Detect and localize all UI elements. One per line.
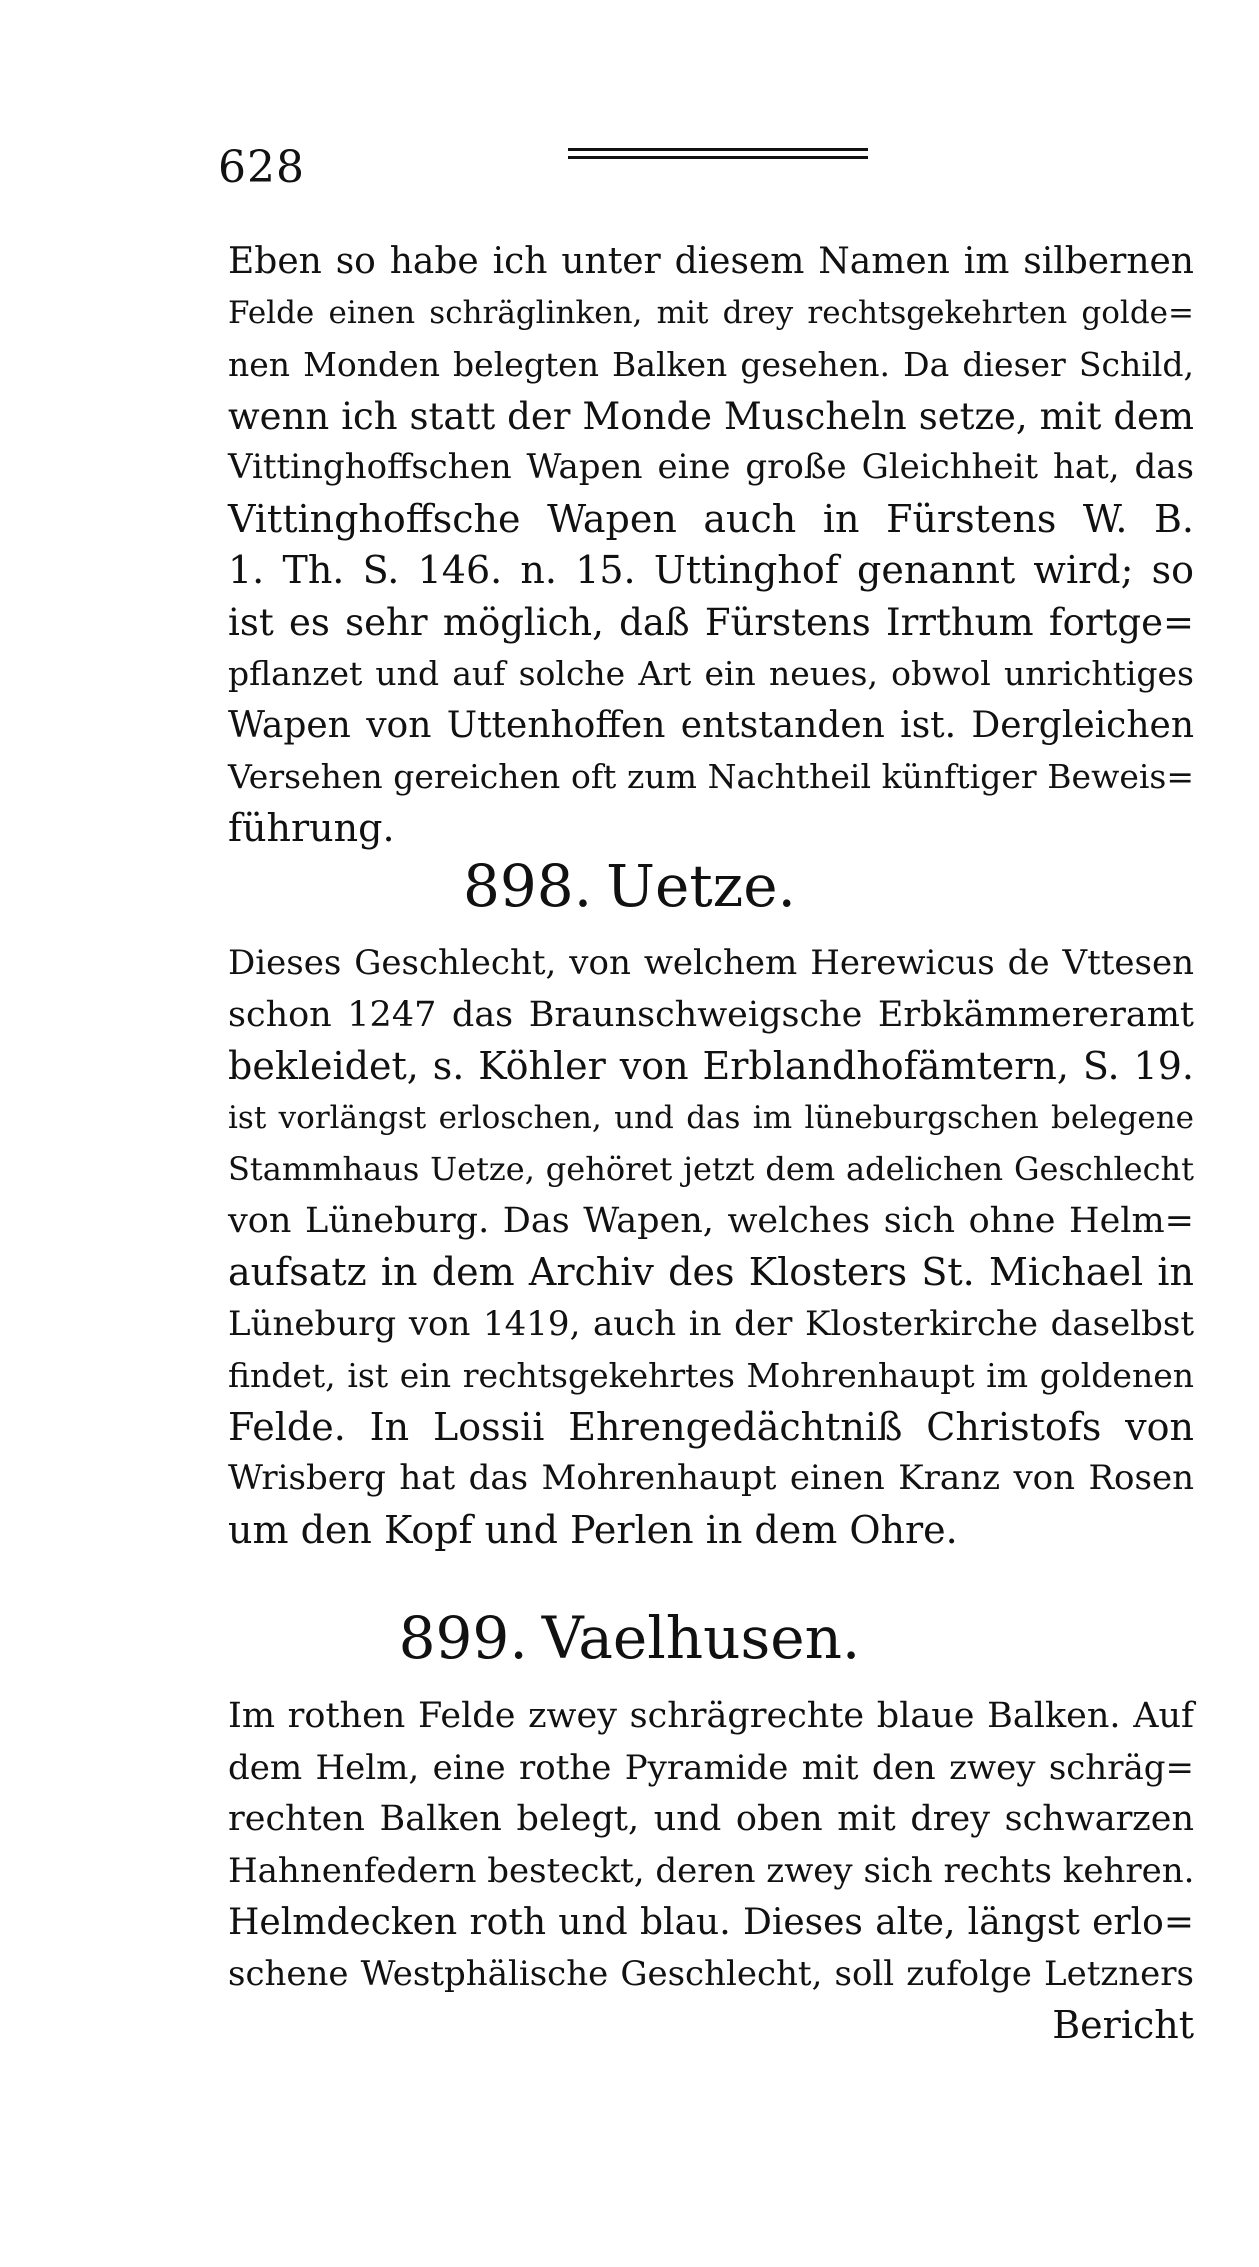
paragraph-898 (228, 938, 1194, 1556)
text-line: Felde einen schräglinken, mit drey rechtsgekehrten golde= (228, 294, 1194, 331)
text-line: rechten Balken belegt, und oben mit drey schwarzen (228, 1799, 1194, 1839)
section-title: Vaelhusen. (541, 1604, 861, 1672)
text-line: Lüneburg von 1419, auch in der Klosterkirche daselbst (228, 1303, 1194, 1344)
text-line: dem Helm, eine rothe Pyramide mit den zwey schräg= (228, 1747, 1194, 1788)
text-line: Wrisberg hat das Mohrenhaupt einen Kranz von Rosen (228, 1458, 1194, 1498)
text-line: aufsatz in dem Archiv des Klosters St. Michael in (228, 1250, 1194, 1294)
paragraph-899 (228, 1691, 1194, 2052)
header-rule (568, 148, 868, 170)
text-line: Versehen gereichen oft zum Nachtheil künftiger Beweis= (228, 757, 1194, 796)
text-line: Vittinghoffschen Wapen eine große Gleichheit hat, das (228, 447, 1194, 487)
text-line: Vittinghoffsche Wapen auch in Fürstens W. B. (228, 496, 1194, 541)
text-line: Wapen von Uttenhoffen entstanden ist. Dergleichen (228, 704, 1194, 746)
text-line: ist es sehr möglich, daß Fürstens Irrthum fortge= (228, 600, 1194, 644)
text-line: Eben so habe ich unter diesem Namen im silbernen (228, 241, 1194, 282)
text-line: nen Monden belegten Balken gesehen. Da dieser Schild, (228, 345, 1194, 384)
text-line: ist vorlängst erloschen, und das im lüneburgschen belegene (228, 1099, 1194, 1136)
section-heading-898 (0, 851, 1259, 921)
section-title: Uetze. (606, 852, 796, 920)
paragraph-continued (228, 236, 1194, 854)
text-line: schene Westphälische Geschlecht, soll zufolge Letzners (228, 1953, 1194, 1994)
text-line: Hahnenfedern besteckt, deren zwey sich rechts kehren. (228, 1850, 1195, 1891)
section-heading-899 (0, 1603, 1259, 1673)
text-line: Felde. In Lossii Ehrengedächtniß Christofs von (228, 1404, 1194, 1449)
text-line: pflanzet und auf solche Art ein neues, obwol unrichtiges (228, 654, 1194, 693)
text-line: um den Kopf und Perlen in dem Ohre. (228, 1507, 958, 1552)
page-number: 628 (218, 142, 305, 193)
section-number: 899. (398, 1604, 528, 1672)
catchword: Bericht (1052, 2003, 1194, 2047)
text-line: 1. Th. S. 146. n. 15. Uttinghof genannt wird; so (228, 548, 1194, 592)
text-line: findet, ist ein rechtsgekehrtes Mohrenhaupt im goldenen (228, 1356, 1194, 1395)
text-line: Helmdecken roth und blau. Dieses alte, längst erlo= (228, 1902, 1194, 1943)
text-line: bekleidet, s. Köhler von Erblandhofämtern, S. 19. (228, 1044, 1194, 1088)
section-number: 898. (463, 852, 593, 920)
text-line: Stammhaus Uetze, gehöret jetzt dem adelichen Geschlecht (228, 1150, 1194, 1188)
text-line: von Lüneburg. Das Wapen, welches sich ohne Helm= (228, 1200, 1194, 1241)
text-line: schon 1247 das Braunschweigsche Erbkämmereramt (228, 994, 1194, 1035)
text-line: wenn ich statt der Monde Muscheln setze, mit dem (228, 394, 1194, 438)
text-line: führung. (228, 805, 395, 850)
text-line: Dieses Geschlecht, von welchem Herewicus de Vttesen (228, 943, 1194, 983)
text-line: Im rothen Felde zwey schrägrechte blaue Balken. Auf (228, 1696, 1194, 1736)
